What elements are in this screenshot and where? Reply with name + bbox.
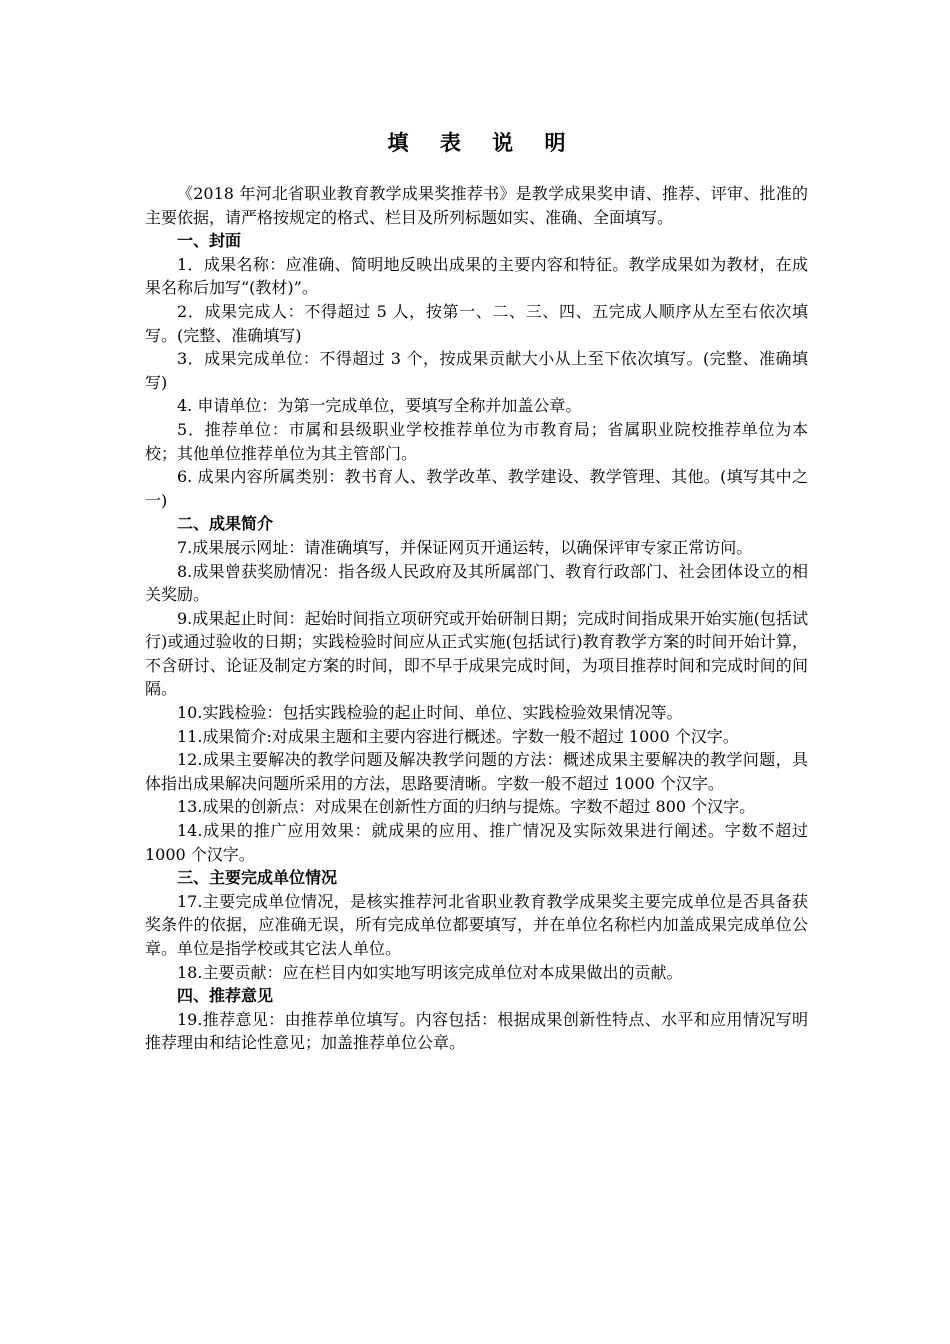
- instruction-item: 7.成果展示网址：请准确填写，并保证网页开通运转，以确保评审专家正常访问。: [177, 537, 753, 557]
- instruction-item: 13.成果的创新点：对成果在创新性方面的归纳与提炼。字数不超过 800 个汉字。: [177, 797, 756, 817]
- instruction-item: 19.推荐意见：由推荐单位填写。内容包括：根据成果创新性特点、水平和应用情况写明推荐理由和结论性意见；加盖推荐单位公章。: [145, 1009, 808, 1053]
- section-recommendation: [145, 984, 808, 1055]
- document-page: [145, 128, 808, 1055]
- page-title: 填 表 说 明: [387, 131, 578, 155]
- instruction-item: 14.成果的推广应用效果：就成果的应用、推广情况及实际效果进行阐述。字数不超过 1000 个汉字。: [145, 821, 808, 864]
- instruction-item: 11.成果简介:对成果主题和主要内容进行概述。字数一般不超过 1000 个汉字。: [177, 726, 739, 746]
- instruction-item: 17.主要完成单位情况，是核实推荐河北省职业教育教学成果奖主要完成单位是否具备获奖条件的依据，应准确无误，所有完成单位都要填写，并在单位名称栏内加盖成果完成单位公章。单位是指学校或其它法人单位。: [145, 891, 808, 958]
- section-heading: 二、成果简介: [177, 514, 274, 534]
- instruction-item: 10.实践检验：包括实践检验的起止时间、单位、实践检验效果情况等。: [177, 703, 683, 723]
- instruction-item: 5．推荐单位：市属和县级职业学校推荐单位为市教育局；省属职业院校推荐单位为本校；其他单位推荐单位为其主管部门。: [145, 419, 808, 463]
- instruction-item: 6. 成果内容所属类别：教书育人、教学改革、教学建设、教学管理、其他。(填写其中之一): [145, 467, 808, 510]
- section-heading: 三、主要完成单位情况: [177, 868, 338, 888]
- intro-paragraph: 《2018 年河北省职业教育教学成果奖推荐书》是教学成果奖申请、推荐、评审、批准的主要依据，请严格按规定的格式、栏目及所列标题如实、准确、全面填写。: [145, 184, 808, 227]
- section-cover: [145, 229, 808, 512]
- instruction-item: 18.主要贡献：应在栏目内如实地写明该完成单位对本成果做出的贡献。: [177, 962, 683, 982]
- instruction-item: 1．成果名称：应准确、简明地反映出成果的主要内容和特征。教学成果如为教材，在成果名称后加写“(教材)”。: [145, 254, 808, 298]
- section-heading: 一、封面: [177, 231, 242, 251]
- instruction-item: 12.成果主要解决的教学问题及解决教学问题的方法：概述成果主要解决的教学问题，具体指出成果解决问题所采用的方法，思路要清晰。字数一般不超过 1000 个汉字。: [145, 750, 808, 793]
- section-units: [145, 866, 808, 984]
- instruction-item: 3．成果完成单位：不得超过 3 个，按成果贡献大小从上至下依次填写。(完整、准确填写): [145, 349, 808, 392]
- section-summary: [145, 512, 808, 866]
- instruction-item: 2．成果完成人：不得超过 5 人，按第一、二、三、四、五完成人顺序从左至右依次填写。(完整、准确填写): [145, 301, 808, 345]
- instruction-item: 8.成果曾获奖励情况：指各级人民政府及其所属部门、教育行政部门、社会团体设立的相关奖励。: [145, 561, 808, 605]
- instruction-item: 4. 申请单位：为第一完成单位，要填写全称并加盖公章。: [177, 396, 582, 416]
- section-heading: 四、推荐意见: [177, 986, 274, 1006]
- instruction-item: 9.成果起止时间：起始时间指立项研究或开始研制日期；完成时间指成果开始实施(包括试行)或通过验收的日期；实践检验时间应从正式实施(包括试行)教育教学方案的时间开始计算，不含研讨、论证及制定方案的时间，即不早于成果完成时间，为项目推荐时间和完成时间的间隔。: [145, 608, 808, 699]
